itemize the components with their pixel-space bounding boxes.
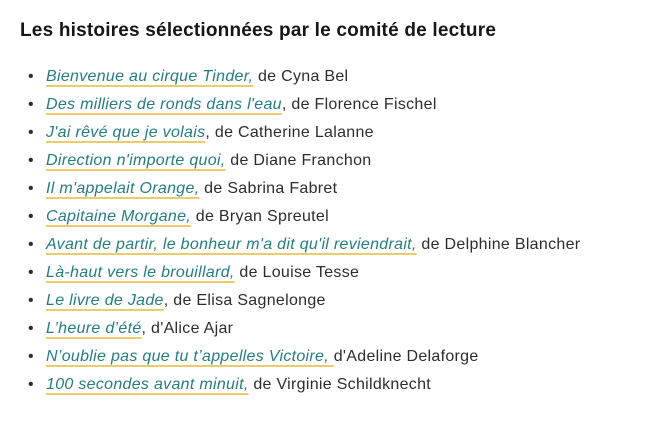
list-item [0,315,582,343]
stories-list [0,63,582,399]
list-item [0,371,582,399]
story-link[interactable]: Le livre de Jade [46,292,164,309]
story-link[interactable]: J'ai rêvé que je volais [46,124,206,141]
bullet-icon: • [28,320,34,337]
story-link[interactable]: Il m'appelait Orange, [46,180,200,197]
story-link[interactable]: L’heure d’été [46,320,142,337]
bullet-icon: • [28,264,34,281]
bullet-icon: • [28,96,34,113]
story-link[interactable]: Des milliers de ronds dans l'eau [46,96,282,113]
story-link[interactable]: Avant de partir, le bonheur m'a dit qu'il reviendrait, [46,236,417,253]
author-text: , de Elisa Sagnelonge [163,292,326,309]
story-link[interactable]: Direction n'importe quoi, [46,152,226,169]
list-item [0,259,582,287]
bullet-icon: • [28,180,34,197]
bullet-icon: • [28,376,34,393]
list-item [0,63,582,91]
bullet-icon: • [28,292,34,309]
bullet-icon: • [28,348,34,365]
list-item [0,175,582,203]
bullet-icon: • [28,68,34,85]
list-item [0,203,582,231]
bullet-icon: • [28,208,34,225]
author-text: de Louise Tesse [234,264,360,281]
author-text: de Sabrina Fabret [199,180,338,197]
author-text: de Bryan Spreutel [191,208,329,225]
list-item [0,91,582,119]
author-text: , de Florence Fischel [281,96,437,113]
list-item [0,343,582,371]
author-text: de Cyna Bel [253,68,349,85]
bullet-icon: • [28,124,34,141]
page-title: Les histoires sélectionnées par le comité de lecture [20,20,497,41]
author-text: de Virginie Schildknecht [248,376,432,393]
list-item [0,287,582,315]
author-text: de Diane Franchon [225,152,372,169]
author-text: d'Adeline Delaforge [333,348,479,365]
story-link[interactable]: N’oublie pas que tu t’appelles Victoire, [46,348,334,365]
bullet-icon: • [28,152,34,169]
story-link[interactable]: 100 secondes avant minuit, [46,376,249,393]
story-link[interactable]: Bienvenue au cirque Tinder, [46,68,254,85]
author-text: de Delphine Blancher [416,236,581,253]
list-item [0,119,582,147]
author-text: , de Catherine Lalanne [205,124,374,141]
author-text: , d'Alice Ajar [141,320,234,337]
bullet-icon: • [28,236,34,253]
story-link[interactable]: Capitaine Morgane, [46,208,192,225]
list-item [0,147,582,175]
list-item [0,231,582,259]
story-link[interactable]: Là-haut vers le brouillard, [46,264,235,281]
